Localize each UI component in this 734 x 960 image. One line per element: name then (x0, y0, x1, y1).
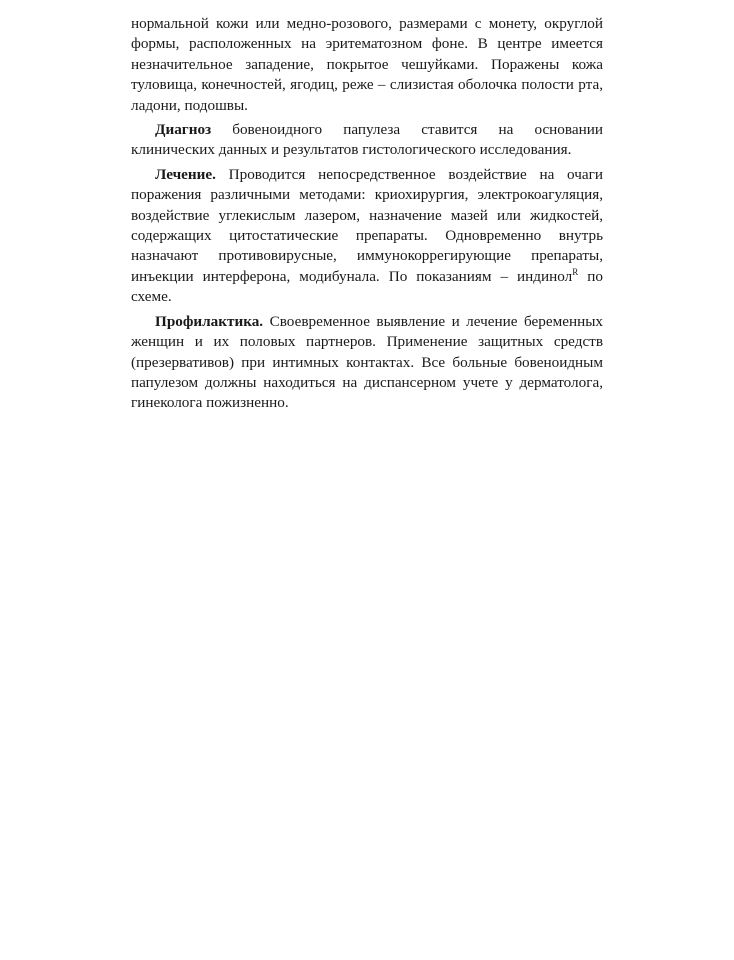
paragraph-prevention (131, 312, 603, 414)
term-diagnosis: Диагноз (155, 121, 212, 139)
body-text (131, 14, 603, 418)
paragraph-text: бовеноидного папулеза ставится на основании клинических данных и результатов гистологического исследования. (131, 121, 603, 159)
paragraph-diagnosis (131, 120, 603, 161)
registered-superscript: R (572, 266, 579, 277)
term-prevention: Профилактика. (155, 312, 264, 330)
paragraph-text-tail: по схеме. (131, 267, 603, 306)
term-treatment: Лечение. (155, 165, 216, 183)
paragraph-treatment (131, 165, 603, 308)
paragraph-text: Проводится непосредственное воздействие на очаги поражения различными методами: криохирургия, электрокоагуляция, воздействие углекислым лазером, назначение мазей или жидкостей, содержащих цитостатические препараты. Одновременно внутрь назначают противовирусные, иммунокоррегирующие препараты, инъекции интерферона, модибунала. По показаниям – индинол (131, 165, 603, 285)
paragraph-symptoms (131, 14, 603, 116)
paragraph-text: Своевременное выявление и лечение беременных женщин и их половых партнеров. Применение защитных средств (презервативов) при интимных контактах. Все больные бовеноидным папулезом должны находиться на диспансерном учете у дерматолога, гинеколога пожизненно. (131, 312, 603, 412)
paragraph-text: нормальной кожи или медно-розового, размерами с монету, округлой формы, расположенных на эритематозном фоне. В центре имеется незначительное западение, покрытое чешуйками. Поражены кожа туловища, конечностей, ягодиц, реже – слизистая оболочка полости рта, ладони, подошвы. (131, 15, 603, 114)
